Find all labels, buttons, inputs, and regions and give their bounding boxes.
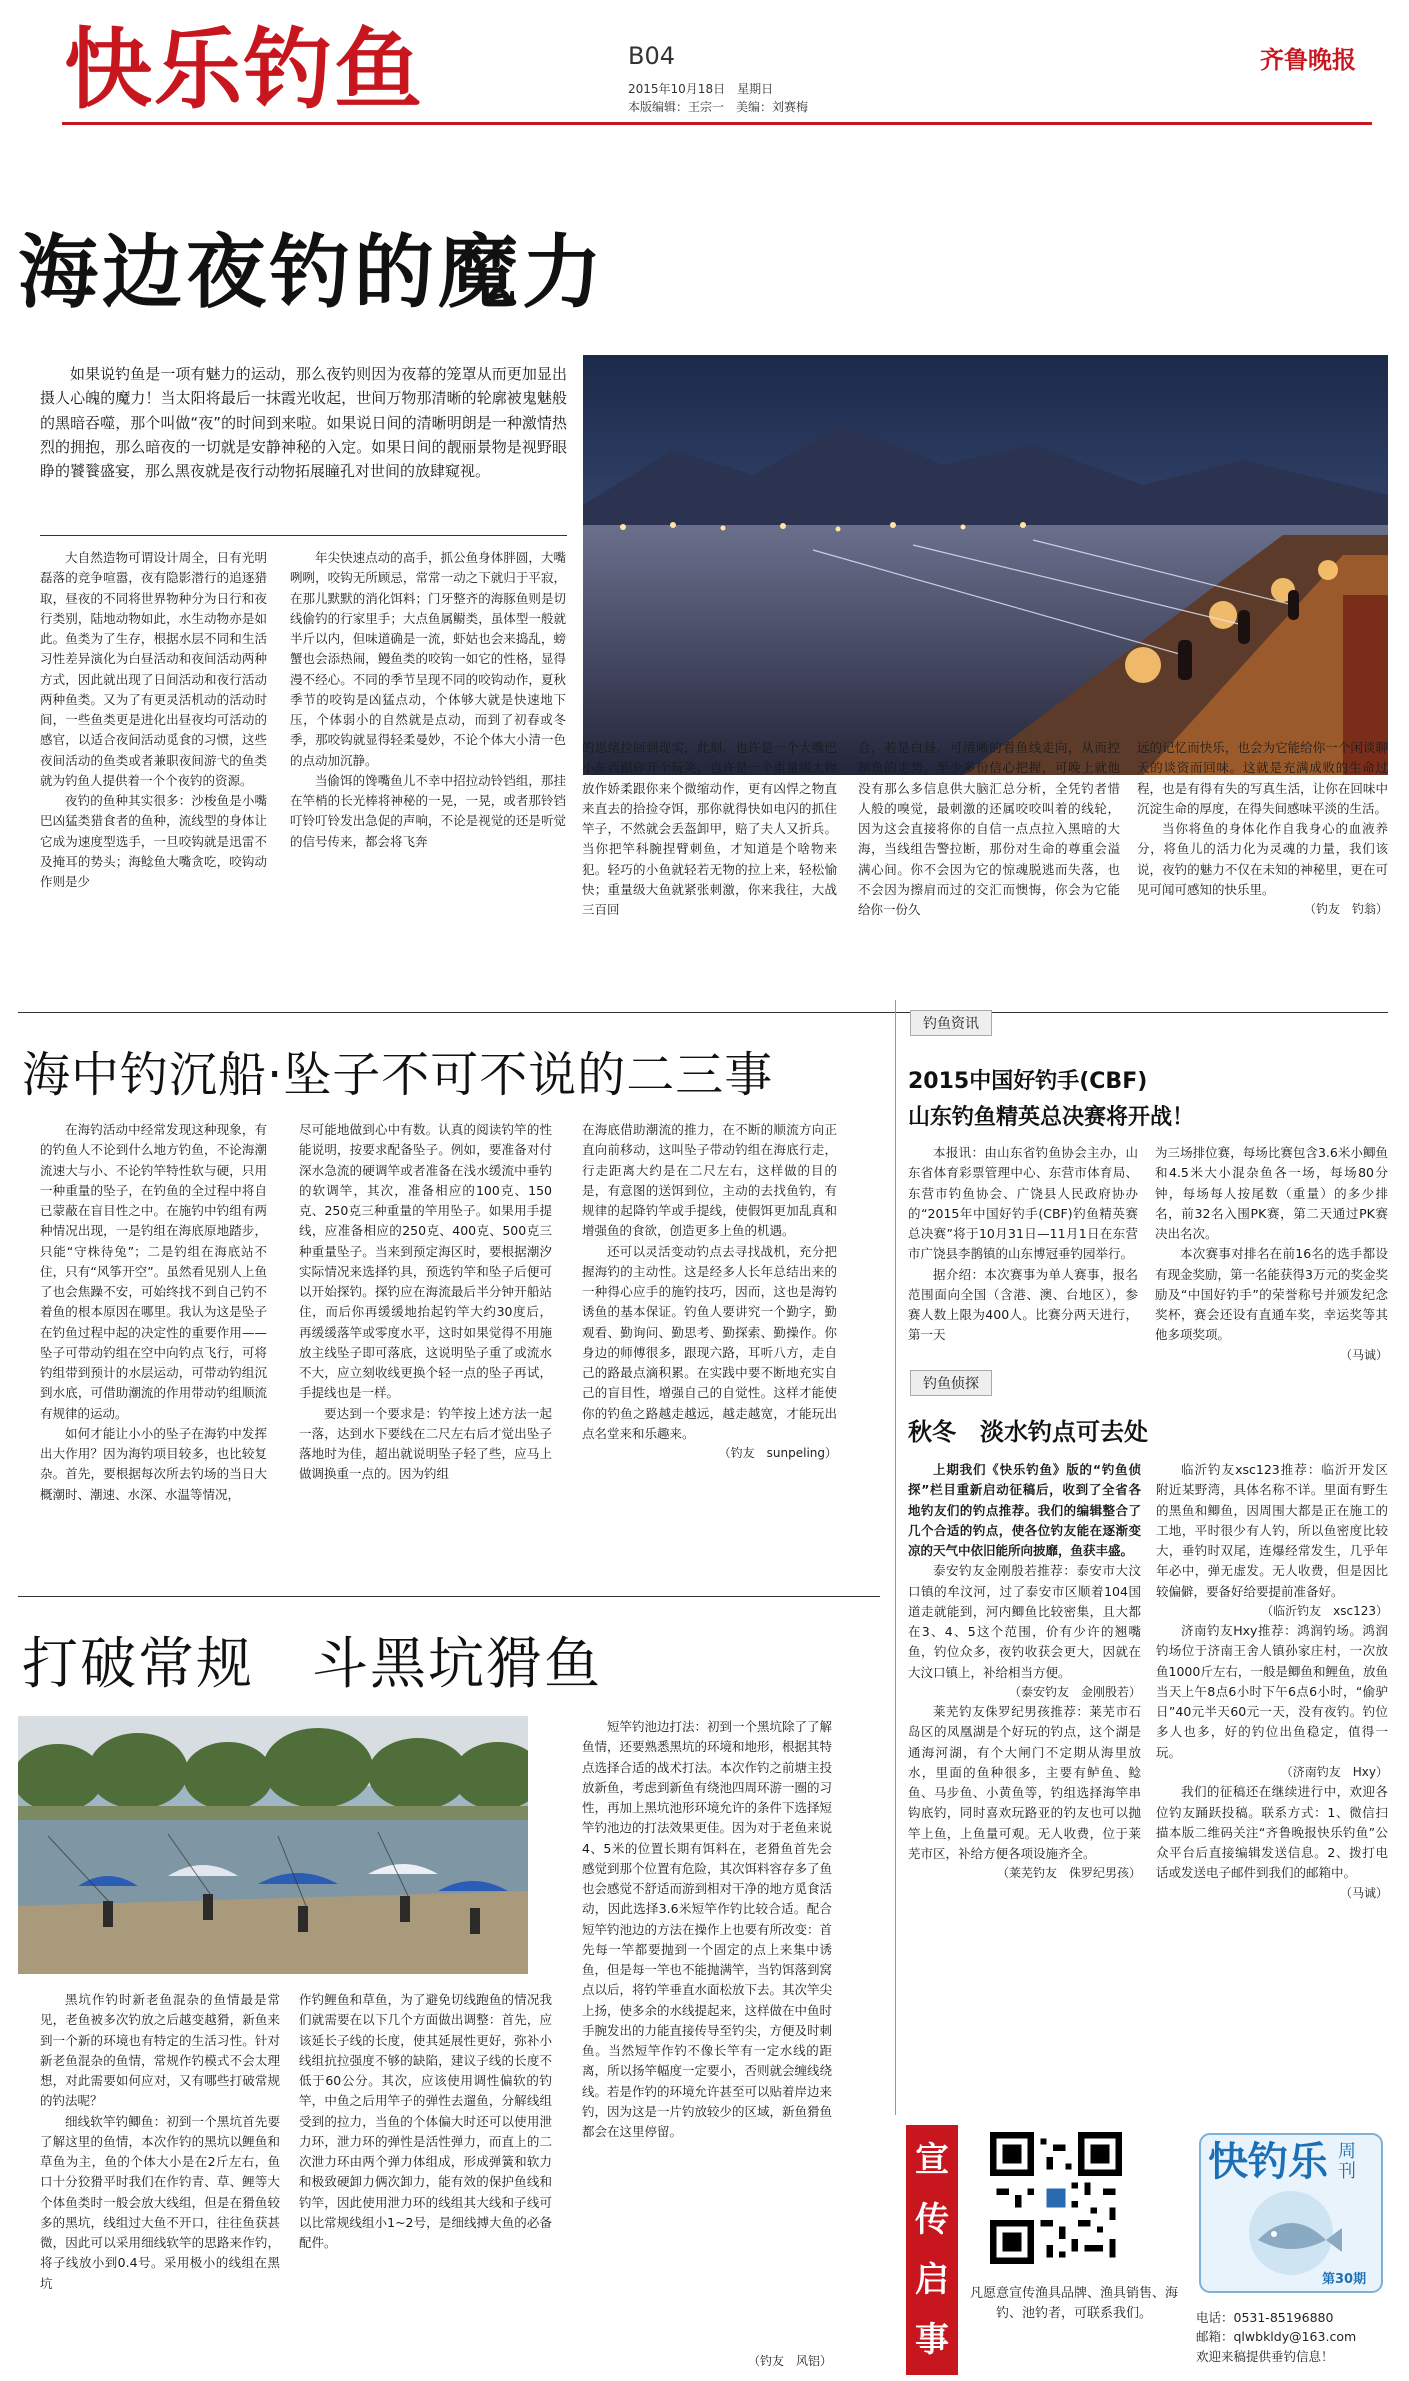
story3-credit: （钓友 风铝） [747,2354,832,2368]
detective-lead: 上期我们《快乐钓鱼》版的“钓鱼侦探”栏目重新启动征稿后，收到了全省各地钓友们的钓点推荐。我们的编辑整合了几个合适的钓点，使各位钓友能在逐渐变凉的天气中依旧能所向披靡，鱼获丰盛。 [908,1462,1141,1558]
section-divider [18,1012,1388,1013]
weekly-logo [1196,2128,1386,2298]
promo-contact [1196,2308,1386,2366]
pond-fishing-photo-svg [18,1716,528,1974]
detective-column-2 [1156,1460,1388,1903]
story1-paragraph: 合，若是白昼，可清晰的看鱼线走向，从而控制鱼的走势，至少多份信心把握，可晚上就他没有那么多信息供大脑汇总分析，全凭钓者惜人般的嗅觉，最刺激的还属咬咬叫着的线轮，因为这会直接将你的自信一点点拉入黑暗的大海，当线组告警拉断，那份对生命的尊重会溢满心间。你不会因为它的惊魂脱逃而失落，也不会因为擦肩而过的交汇而懊悔，你会为它能给你一份久 [858,740,1120,917]
story1-column-3 [582,738,837,920]
news-column-1 [908,1143,1138,1346]
story1-column-4 [858,738,1120,920]
promo-side-char: 宣 [915,2140,949,2180]
detective-paragraph: 莱芜钓友侏罗纪男孩推荐：莱芜市石岛区的凤凰湖是个好玩的钓点，这个湖是通海河湖，有个大闸门不定期从海里放水，里面的鱼种很多，主要有鲈鱼、鲶鱼、马步鱼、小黄鱼等，钓组选择海竿串钩底钓，同时喜欢玩路亚的钓友也可以抛竿上鱼，上鱼量可观。无人收费，位于莱芜市区，补给方便各项设施齐全。 [908,1704,1141,1861]
promo-side-char: 启 [915,2260,949,2300]
weekly-logo-issue: 第30期 [1322,2272,1367,2287]
promo-side-banner [906,2125,958,2375]
issue-date: 2015年10月18日 星期日 [628,82,774,96]
news-paragraph: 本报讯：由山东省钓鱼协会主办，山东省体育彩票管理中心、东营市体育局、东营市钓鱼协会、广饶县人民政府协办的“2015年中国好钓手(CBF)钓鱼精英赛总决赛”将于10月31日—11月1日在东营市广饶县李鹊镇的山东博冠垂钓园举行。 [908,1145,1138,1262]
newspaper-logo: 齐鲁晚报 [1260,45,1356,74]
story3-column-2 [299,1990,552,2253]
qr-code [990,2132,1122,2264]
detective-column-1 [908,1460,1141,1884]
detective-paragraph: 临沂钓友xsc123推荐：临沂开发区附近某野湾，具体名称不详。里面有野生的黑鱼和鲫鱼，因周围大都是正在施工的工地，平时很少有人钓，所以鱼密度比较大，垂钓时双尾，连爆经常发生，几乎年年必中，弹无虚发。无人收费，但是因比较偏僻，要备好给要提前准备好。 [1156,1462,1388,1599]
story1-headline: 海边夜钓的魔力 [18,226,606,319]
story1-paragraph: 夜钓的鱼种其实很多：沙梭鱼是小嘴巴凶猛类猎食者的鱼种，流线型的身体让它成为速度型选手，一旦咬钩就是迅雷不及掩耳的势头；海鲶鱼大嘴贪吃，咬钩动作则是少 [40,793,267,889]
story1-column-1 [40,548,267,892]
story2-paragraph: 要达到一个要求是：钓竿按上述方法一起一落，达到水下要线在二尺左右后才觉出坠子落地时为佳，超出就说明坠子轻了些，应马上做调换重一点的。因为钓组 [299,1405,552,1482]
story2-paragraph: 还可以灵活变动钓点去寻找战机，充分把握海钓的主动性。这是经多人长年总结出来的一种得心应手的施钓技巧，因而，这也是海钓诱鱼的基本保证。钓鱼人要讲究一个勤字，勤观看、勤询问、勤思考、勤探索、勤操作。你身边的师傅很多，跟现六路，耳听八方，走自己的路最点滴积累。在实践中要不断地充实自己的盲目性，增强自己的自觉性。这样才能使你的钓鱼之路越走越远，越走越宽，才能玩出点名堂来和乐趣来。 [582,1243,837,1441]
story2-column-2 [299,1120,552,1485]
pond-fishing-photo [18,1716,528,1974]
promo-email: 邮箱：qlwbkldy@163.com [1196,2329,1357,2345]
story1-lead-divider [40,535,567,536]
news-column-2 [1155,1143,1388,1365]
masthead-title: 快乐钓鱼 [64,18,425,121]
promo-side-char: 事 [915,2320,949,2360]
story2-column-3 [582,1120,837,1463]
story1-lead: 如果说钓鱼是一项有魅力的运动，那么夜钓则因为夜幕的笼罩从而更加显出摄人心魄的魔力！当太阳将最后一抹霞光收起，世间万物那清晰的轮廓被鬼魅般的黑暗吞噬，那个叫做“夜”的时间到来啦。如果说日间的清晰明朗是一种激情热烈的拥抱，那么暗夜的一切就是安静神秘的入定。如果日间的靓丽景物是视野眼睁的饕餮盛宴，那么黑夜就是夜行动物拓展瞳孔对世间的放肆窥视。 [40,365,567,481]
detective-paragraph: 我们的征稿还在继续进行中，欢迎各位钓友踊跃投稿。联系方式：1、微信扫描本版二维码关注“齐鲁晚报快乐钓鱼”公众平台后直接编辑发送信息。2、拨打电话或发送电子邮件到我们的邮箱中。 [1156,1784,1388,1881]
story1-credit: （钓友 钓翁） [1303,902,1388,916]
news-headline-line1: 2015中国好钓手(CBF) [908,1069,1148,1094]
detective-credit: （泰安钓友 金刚殷若） [1008,1684,1141,1699]
qr-code-svg [990,2132,1122,2264]
masthead-divider [62,122,1372,125]
story3-paragraph: 作钓鲤鱼和草鱼，为了避免切线跑鱼的情况我们就需要在以下几个方面做出调整：首先，应该延长子线的长度，使其延展性更好，弥补小线组抗拉强度不够的缺陷，建议子线的长度不低于60公分。其次，应该使用调性偏软的钓竿，中鱼之后用竿子的弹性去遛鱼，分解线组受到的拉力，当鱼的个体偏大时还可以使用泄力环，泄力环的弹性是活性弹力，而直上的二次泄力环由两个弹力体组成，形成弹簧和软力和极致硬卸力俩次卸力，能有效的保护鱼线和钓竿，因此使用泄力环的线组其大线和子线可以比常规线组小1~2号，是细线搏大鱼的必备配件。 [299,1992,552,2250]
detective-paragraph: 济南钓友Hxy推荐：鸿润钓场。鸿润钓场位于济南王舍人镇孙家庄村，一次放鱼1000斤左右，一般是鲫鱼和鲤鱼，放鱼当天上午8点6小时下午6点6小时，“偷驴日”40元半天60元一天，没有夜钓。钓位多人也多，好的钓位出鱼稳定，值得一玩。 [1156,1623,1388,1760]
detective-credit: （马诚） [1339,1885,1388,1900]
promo-caption: 凡愿意宣传渔具品牌、渔具销售、海钓、池钓者，可联系我们。 [969,2286,1178,2322]
sidebar-divider [895,1000,896,2115]
night-fishing-photo [583,355,1388,775]
detective-credit: （临沂钓友 xsc123） [1261,1603,1388,1618]
story1-column-2 [290,548,566,852]
story1-paragraph: 的思绪拉回到现实，此刻，也许是一个大嘴巴小东西跟你开个玩笑，也许是一个重量级大物放作娇柔跟你来个微缩动作，更有凶悍之物直来直去的拾捡夺饵，那你就得快如电闪的抓住竿子，不然就会丢盔卸甲，赔了夫人又折兵。当你把竿科腕捏臂刺鱼，才知道是个啥物来犯。轻巧的小鱼就轻若无物的拉上来，轻松愉快；重量级大鱼就紧张刺激，你来我往，大战三百回 [582,740,837,917]
story2-paragraph: 在海钓活动中经常发现这种现象，有的钓鱼人不论到什么地方钓鱼，不论海潮流速大与小、不论钓竿特性软与硬，只用一种重量的坠子，在钓鱼的全过程中将自已蒙蔽在盲目性之中。在施钓中钓组有两种情况出现，一是钓组在海底原地踏步，只能“守株待兔”；二是钓组在海底站不住，只有“风筝开空”。虽然看见别人上鱼了也会焦躁不安，可始终找不到自己钓不着鱼的根本原因在哪里。我认为这是坠子在钓鱼过程中起的决定性的重要作用——坠子可带动钓组在空中向钓点飞行，可将钓组带到预计的水层运动，可带动钓组沉到水底，可借助潮流的作用带动钓组顺流有规律的运动。 [40,1122,267,1421]
story1-paragraph: 当你将鱼的身体化作自我身心的血液养分，将鱼儿的活力化为灵魂的力量，我们该说，夜钓的魅力不仅在未知的神秘里，更在可见可闻可感知的快乐里。 [1137,821,1388,897]
page-number: B04 [628,42,676,70]
story2-paragraph: 尽可能地做到心中有数。认真的阅读钓竿的性能说明，按要求配备坠子。例如，要准备对付深水急流的硬调竿或者准备在浅水缓流中垂钓的软调竿，其次，准备相应的100克、150克、250克三种重量的竿用坠子。如果用手提线，应准备相应的250克、400克、500克三种重量坠子。当来到预定海区时，要根据潮汐实际情况来选择钓具，预选钓竿和坠子后便可以开始探钓。探钓应在海流最后半分钟开船站住，而后你再缓缓地抬起钓竿大约30度后，再缓缓落竿或零度水平，这时如果觉得不用施放主线坠子即可落底，这说明坠子重了或流水不大，应立刻收线更换个轻一点的坠子再试，手提线也是一样。 [299,1122,552,1401]
news-paragraph: 为三场排位赛，每场比赛包含3.6米小鲫鱼和4.5米大小混杂鱼各一场，每场80分钟，每场每人按尾数（重量）的多少排名，前32名入围PK赛，第二天通过PK赛决出名次。 [1155,1145,1388,1241]
night-fishing-photo-svg [583,355,1388,775]
detective-credit: （莱芜钓友 侏罗纪男孩） [996,1866,1141,1881]
news-tag: 钓鱼资讯 [910,1010,992,1036]
story2-column-1 [40,1120,267,1505]
detective-tag: 钓鱼侦探 [910,1370,992,1396]
story1-column-5 [1137,738,1388,919]
story3-column-1 [40,1990,280,2294]
promo-side-char: 传 [915,2200,949,2240]
story2-credit: （钓友 sunpeling） [718,1446,837,1460]
promo-welcome: 欢迎来稿提供垂钓信息！ [1196,2348,1334,2364]
story3-paragraph: 黑坑作钓时新老鱼混杂的鱼情最是常见，老鱼被多次钓放之后越变越猾，新鱼来到一个新的环境也有特定的生活习性。针对新老鱼混杂的鱼情，常规作钓模式不会太理想，对此需要如何应对，又有哪些打破常规的钓法呢？ [40,1992,280,2109]
story3-headline: 打破常规 斗黑坑猾鱼 [22,1632,602,1697]
story1-paragraph: 远的记忆而快乐，也会为它能给你一个闲谈聊天的谈资而回味。这就是充满成败的生命过程，也是有得有失的写真生活，让你在回味中沉淀生命的厚度，在得失间感味平淡的生活。 [1137,740,1388,816]
news-headline-line2: 山东钓鱼精英总决赛将开战！ [908,1105,1195,1130]
weekly-logo-sub: 周刊 [1338,2141,1356,2182]
story2-headline: 海中钓沉船·坠子不可不说的二三事 [22,1047,774,1103]
weekly-logo-title: 快钓乐 [1208,2139,1328,2185]
story1-paragraph: 大自然造物可谓设计周全，日有光明磊落的竞争喧嚣，夜有隐影潜行的追逐猎取，昼夜的不同将世界物种分为日行和夜行类别，陆地动物如此，水生动物亦是如此。鱼类为了生存，根据水层不同和生活习性差异演化为白昼活动和夜间活动两种方式，因此就出现了日间活动和夜行活动两种鱼类。又为了有更灵活机动的活动时间，一些鱼类更是进化出昼夜均可活动的感官，以适合夜间活动觅食的习惯，这些夜间活动的鱼类或者兼职夜间游弋的鱼类就为钓鱼人提供着一个个夜钓的资源。 [40,550,267,788]
detective-credit: （济南钓友 Hxy） [1280,1764,1388,1779]
section-divider [18,1596,880,1597]
story2-paragraph: 如何才能让小小的坠子在海钓中发挥出大作用？因为海钓项目较多，也比较复杂。首先，要根据每次所去钓场的当日大概潮时、潮速、水深、水温等情况， [40,1425,267,1502]
story3-column-right [582,1717,832,2142]
detective-headline: 秋冬 淡水钓点可去处 [908,1418,1148,1446]
story1-paragraph: 年尖快速点动的高手，抓公鱼身体胖圆，大嘴咧咧，咬钩无所顾忌，常常一动之下就归于平寂，在那儿默默的消化饵料；门牙整齐的海豚鱼则是切线偷钓的行家里手；大点鱼属鳚类，虽体型一般就半斤以内，但味道确是一流，虾姑也会来捣乱，螃蟹也会添热闹，鳗鱼类的咬钩一如它的性格，显得漫不经心。不同的季节呈现不同的咬钩动作，夏秋季节的咬钩是凶猛点动，个体够大就是快速地下压，个体弱小的自然就是点动，而到了初春或冬季，那咬钩就显得轻柔曼妙，不论个体大小清一色的点动加沉静。 [290,550,566,768]
promo-phone: 电话：0531-85196880 [1196,2310,1334,2325]
issue-editors: 本版编辑：王宗一 美编：刘赛梅 [628,100,809,114]
story3-paragraph: 短竿钓池边打法：初到一个黑坑除了了解鱼情，还要熟悉黑坑的环境和地形，根据其特点选择合适的战术打法。本次作钓之前塘主投放新鱼，考虑到新鱼有绕池四周环游一圈的习性，再加上黑坑池形环境允许的条件下选择短竿钓池边的打法效果更佳。因为对于老鱼来说4、5米的位置长期有饵料在，老猾鱼首先会感觉到那个位置有危险，其次饵料容存多了鱼也会感觉不舒适而游到相对干净的地方觅食活动，因此选择3.6米短竿作钓比较合适。配合短竿钓池边的方法在操作上也要有所改变：首先每一竿都要抛到一个固定的点上来集中诱鱼，但是每一竿也不能抛满竿，当钓饵落到窝点以后，将钓竿垂直水面松放下去。其次竿尖上扬，使多余的水线提起来，这样做在中鱼时手腕发出的力能直接传导至钓尖，方便及时刺鱼。当然短竿作钓不像长竿有一定水线的距离，所以扬竿幅度一定要小，否则就会缠线绕线。若是作钓的环境允许甚至可以贴着岸边来钓，因为这是一片钓放较少的区域，新鱼猾鱼都会在这里停留。 [582,1719,833,2139]
news-paragraph: 据介绍：本次赛事为单人赛事，报名范围面向全国（含港、澳、台地区），参赛人数上限为400人。比赛分两天进行，第一天 [908,1266,1138,1343]
story2-paragraph: 在海底借助潮流的推力，在不断的顺流方向正直向前移动，这叫坠子带动钓组在海底行走，行走距离大约是在二尺左右，这样做的目的是，有意图的送饵到位，主动的去找鱼钓，有规律的起降钓竿或手提线，使假饵更加乱真和增强鱼的食欲，创造更多上鱼的机遇。 [582,1122,837,1239]
story1-paragraph: 当偷饵的馋嘴鱼儿不幸中招拉动铃铛组，那挂在竿梢的长光棒将神秘的一晃，一晃，或者那铃铛叮铃叮铃发出急促的声响，不论是视觉的还是听觉的信号传来，都会将飞奔 [290,772,566,849]
story3-paragraph: 细线软竿钓鲫鱼：初到一个黑坑首先要了解这里的鱼情，本次作钓的黑坑以鲤鱼和草鱼为主，鱼的个体大小是在2斤左右，鱼口十分狡猾平时我们在作钓青、草、鲤等大个体鱼类时一般会放大线组，但是在猾鱼较多的黑坑，线组过大鱼不开口，往往鱼获甚微，因此可以采用细线软竿的思路来作钓，将子线放小到0.4号。采用极小的线组在黑坑 [40,2113,280,2291]
detective-paragraph: 泰安钓友金刚殷若推荐：泰安市大汶口镇的牟汶河，过了泰安市区顺着104国道走就能到，河内鲫鱼比较密集，且大都在3、4、5这个范围，价有少许的翘嘴鱼，钓位众多，夜钓收获会更大，因就在大汶口镇上，补给相当方便。 [908,1563,1141,1680]
news-paragraph: 本次赛事对排名在前16名的选手都设有现金奖励，第一名能获得3万元的奖金奖励及“中国好钓手”的荣誉称号并颁发纪念奖杯，赛会还设有直通车奖，幸运奖等其他多项奖项。 [1155,1246,1388,1343]
news-credit: （马诚） [1339,1347,1388,1362]
